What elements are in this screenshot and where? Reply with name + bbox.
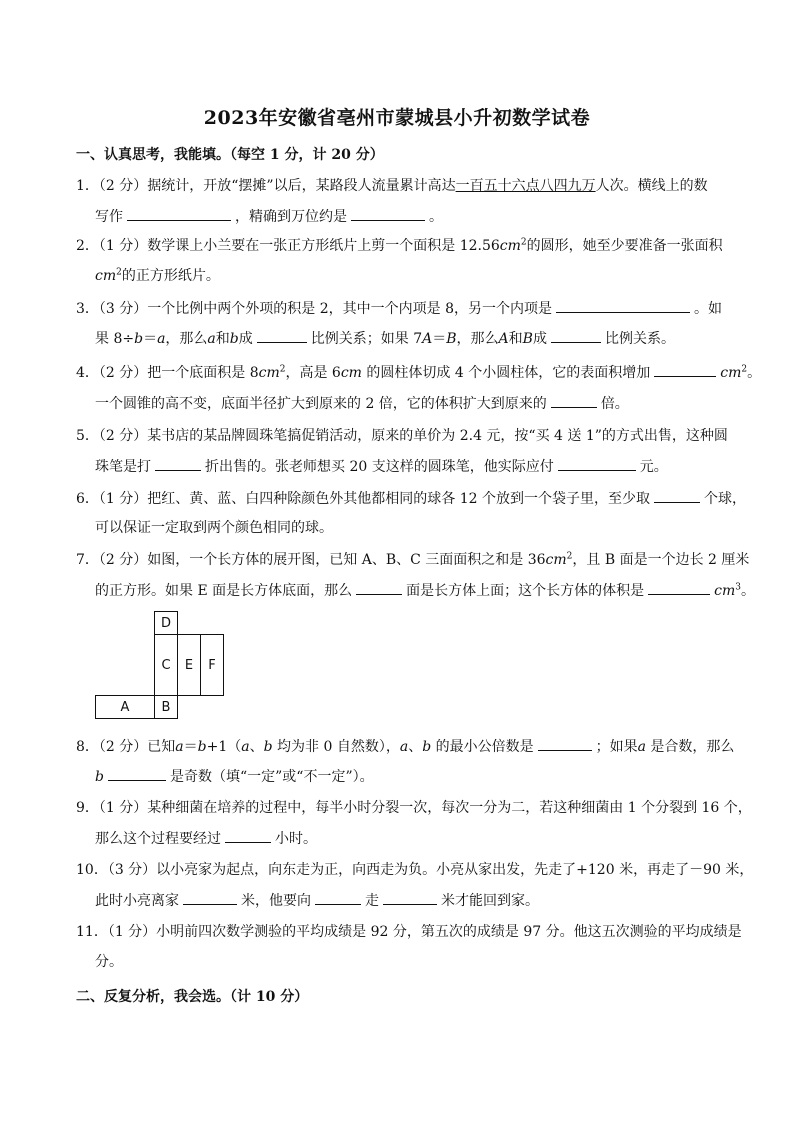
question-9-line-2: 那么这个过程要经过 小时。	[95, 828, 317, 849]
net-face-f: F	[200, 634, 224, 696]
question-5-line-2: 珠笔是打 折出售的。张老师想买 20 支这样的圆珠笔，他实际应付 元。	[95, 456, 668, 477]
question-3-line-1: 3．（3 分）一个比例中两个外项的积是 2，其中一个内项是 8，另一个内项是 。如	[76, 298, 722, 319]
answer-blank[interactable]	[654, 362, 716, 377]
question-3-line-2: 果 8÷b＝a，那么a和b成 比例关系；如果 7A＝B，那么A和B成 比例关系。	[95, 328, 675, 349]
question-8-line-2: b 是奇数（填“一定”或“不一定”）。	[95, 766, 374, 787]
cuboid-net-figure	[95, 611, 275, 721]
question-1-line-1: 1．（2 分）据统计，开放“摆摊”以后，某路段人流量累计高达一百五十六点八四九万人次。横线上的数	[76, 178, 708, 194]
net-face-c: C	[154, 634, 178, 696]
answer-blank[interactable]	[315, 890, 361, 905]
question-7-line-1: 7．（2 分）如图，一个长方体的展开图，已知 A、B、C 三面面积之和是 $36cm^2$，且 B 面是一个边长 2 厘米	[76, 551, 750, 568]
answer-blank[interactable]	[551, 328, 601, 343]
question-4-line-1: 4．（2 分）把一个底面积是 $8cm^2$，高是 6cm 的圆柱体切成 4 个小圆柱体，它的表面积增加 $cm^2$。	[76, 362, 761, 383]
question-2-line-2: $cm^2$的正方形纸片。	[95, 267, 220, 284]
question-10-line-1: 10．（3 分）以小亮家为起点，向东走为正，向西走为负。小亮从家出发，先走了+120 米，再走了－90 米，	[76, 862, 754, 878]
question-4-line-2: 一个圆锥的高不变，底面半径扩大到原来的 2 倍，它的体积扩大到原来的 倍。	[95, 393, 629, 414]
answer-blank[interactable]	[654, 488, 700, 503]
answer-blank[interactable]	[551, 393, 597, 408]
answer-blank[interactable]	[108, 766, 166, 781]
answer-blank[interactable]	[558, 456, 636, 471]
answer-blank[interactable]	[127, 206, 231, 221]
answer-blank[interactable]	[351, 206, 425, 221]
question-11-line-2: 分。	[95, 954, 123, 970]
question-6-line-2: 可以保证一定取到两个颜色相同的球。	[95, 520, 333, 536]
question-10-line-2: 此时小亮离家 米，他要向 走 米才能回到家。	[95, 890, 539, 911]
answer-blank[interactable]	[538, 736, 592, 751]
question-11-line-1: 11．（1 分）小明前四次数学测验的平均成绩是 92 分，第五次的成绩是 97 分。他这五次测验的平均成绩是	[76, 924, 742, 940]
net-face-d: D	[154, 611, 178, 635]
answer-blank[interactable]	[356, 580, 402, 595]
answer-blank[interactable]	[648, 580, 710, 595]
underlined-number: 一百五十六点八四九万	[455, 178, 596, 194]
net-face-e: E	[177, 634, 201, 696]
question-5-line-1: 5．（2 分）某书店的某品牌圆珠笔搞促销活动，原来的单价为 2.4 元，按“买 4 送 1”的方式出售，这种圆	[76, 428, 728, 444]
question-7-line-2: 的正方形。如果 E 面是长方体底面，那么 面是长方体上面；这个长方体的体积是 $cm^3$。	[95, 580, 755, 601]
answer-blank[interactable]	[225, 828, 271, 843]
question-1-line-2: 写作 ，精确到万位约是 。	[95, 206, 443, 227]
answer-blank[interactable]	[155, 456, 201, 471]
answer-blank[interactable]	[183, 890, 237, 905]
net-face-a: A	[95, 695, 155, 719]
question-8-line-1: 8．（2 分）已知a＝b+1（a、b 均为非 0 自然数），a、b 的最小公倍数是 ；如果a 是合数，那么	[76, 736, 734, 757]
answer-blank[interactable]	[556, 298, 690, 313]
question-9-line-1: 9．（1 分）某种细菌在培养的过程中，每半小时分裂一次，每次一分为二，若这种细菌由 1 个分裂到 16 个，	[76, 800, 752, 816]
net-face-b: B	[154, 695, 178, 719]
question-2-line-1: 2．（1 分）数学课上小兰要在一张正方形纸片上剪一个面积是 $12.56cm^2$的圆形，她至少要准备一张面积	[76, 237, 723, 254]
section-heading-choice: 二、反复分析，我会选。（计 10 分）	[76, 989, 309, 1005]
answer-blank[interactable]	[257, 328, 307, 343]
question-6-line-1: 6．（1 分）把红、黄、蓝、白四种除颜色外其他都相同的球各 12 个放到一个袋子里，至少取 个球，	[76, 488, 746, 509]
section-heading-fill: 一、认真思考，我能填。（每空 1 分，计 20 分）	[76, 147, 384, 163]
page-title: 2023年安徽省亳州市蒙城县小升初数学试卷	[203, 107, 591, 129]
answer-blank[interactable]	[383, 890, 437, 905]
